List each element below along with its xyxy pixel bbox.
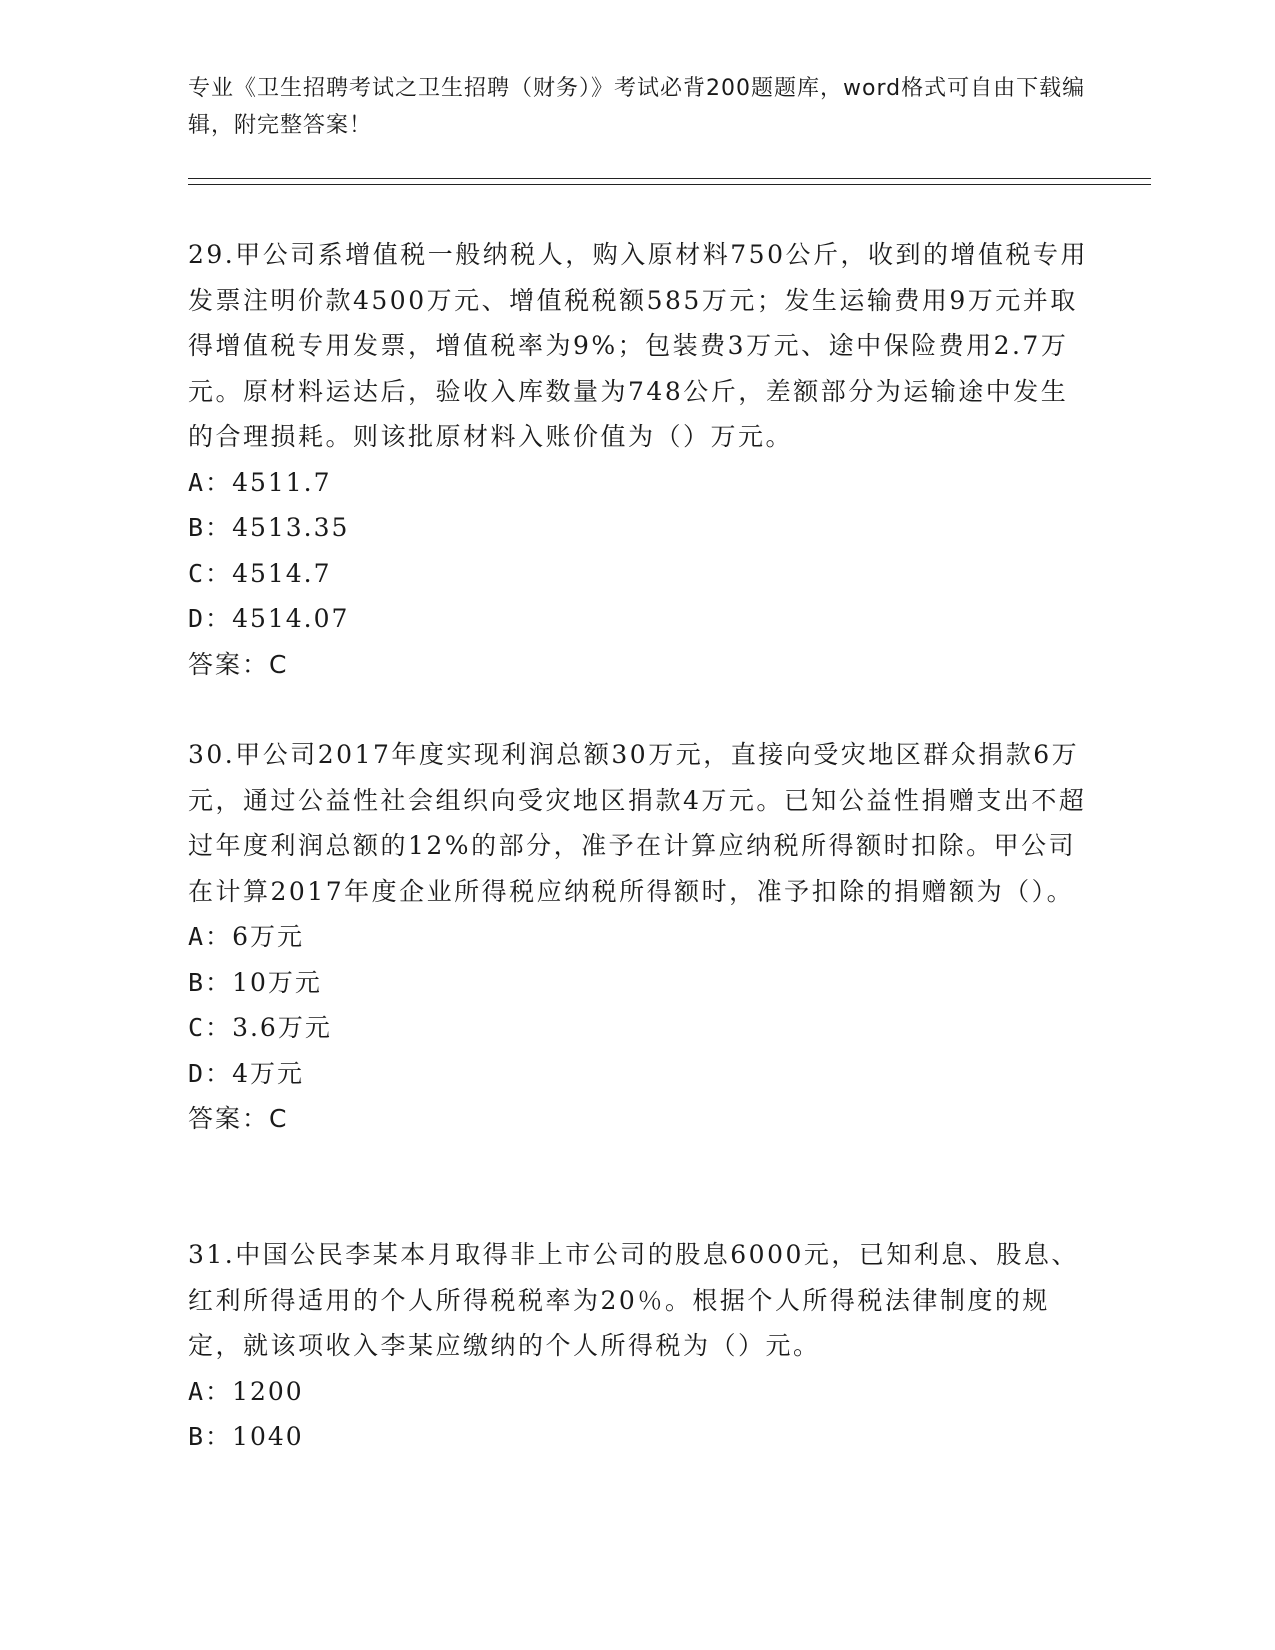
option-a xyxy=(188,460,1088,506)
header-divider-top xyxy=(188,178,1151,179)
header-divider-bottom xyxy=(188,184,1151,185)
option-key: C： xyxy=(188,558,233,588)
option-text: 6万元 xyxy=(232,922,304,951)
option-key: A： xyxy=(188,922,233,951)
question-stem: 31.中国公民李某本月取得非上市公司的股息6000元，已知利息、股息、红利所得适用的个人所得税税率为20％。根据个人所得税法律制度的规定，就该项收入李某应缴纳的个人所得税为（）元。 xyxy=(188,1240,1079,1360)
option-b xyxy=(188,505,1088,551)
option-key: A： xyxy=(188,467,233,497)
option-text: 4511.7 xyxy=(232,467,332,497)
option-d xyxy=(188,596,1088,642)
option-key: B： xyxy=(188,967,233,997)
option-text: 4514.07 xyxy=(232,604,350,633)
option-key: D： xyxy=(188,604,233,633)
option-a xyxy=(188,1369,1088,1415)
option-text: 1200 xyxy=(232,1376,304,1406)
option-c xyxy=(188,1005,1088,1051)
answer-label: 答案：C xyxy=(188,1104,289,1133)
document-header: 专业《卫生招聘考试之卫生招聘（财务）》考试必背200题题库，word格式可自由下载编辑，附完整答案！ xyxy=(188,76,1086,138)
option-key: B： xyxy=(188,513,233,542)
option-text: 3.6万元 xyxy=(232,1013,332,1042)
question-stem: 29.甲公司系增值税一般纳税人，购入原材料750公斤，收到的增值税专用发票注明价款4500万元、增值税税额585万元；发生运输费用9万元并取得增值税专用发票，增值税率为9%；包装费3万元、途中保险费用2.7万元。原材料运达后，验收入库数量为748公斤，差额部分为运输途中发生的合理损耗。则该批原材料入账价值为（）万元。 xyxy=(188,240,1088,451)
option-a xyxy=(188,914,1088,960)
option-text: 10万元 xyxy=(232,967,322,997)
option-text: 4513.35 xyxy=(232,513,350,542)
option-b xyxy=(188,1414,1088,1460)
question-30 xyxy=(188,732,1088,1142)
question-stem: 30.甲公司2017年度实现利润总额30万元，直接向受灾地区群众捐款6万元，通过公益性社会组织向受灾地区捐款4万元。已知公益性捐赠支出不超过年度利润总额的12%的部分，准予在计算应纳税所得额时扣除。甲公司在计算2017年度企业所得税应纳税所得额时，准予扣除的捐赠额为（）。 xyxy=(188,740,1087,906)
option-key: A： xyxy=(188,1376,233,1406)
option-key: C： xyxy=(188,1013,233,1042)
question-31 xyxy=(188,1232,1088,1460)
option-text: 4514.7 xyxy=(232,558,332,588)
question-29 xyxy=(188,232,1088,687)
option-key: D： xyxy=(188,1058,233,1088)
option-text: 4万元 xyxy=(232,1058,304,1088)
option-d xyxy=(188,1051,1088,1097)
option-c xyxy=(188,551,1088,597)
option-text: 1040 xyxy=(232,1422,304,1451)
option-b xyxy=(188,960,1088,1006)
answer-label: 答案：C xyxy=(188,649,289,679)
option-key: B： xyxy=(188,1422,233,1451)
